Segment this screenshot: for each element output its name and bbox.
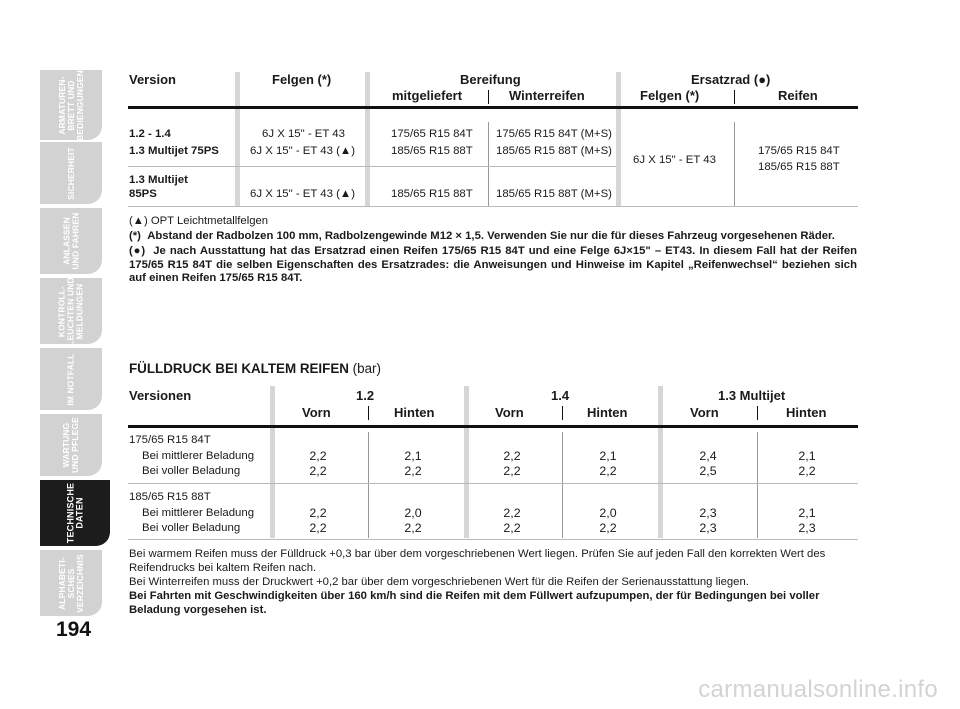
- tab-label: IM NOTFALL: [65, 352, 76, 406]
- header-hinten: Hinten: [587, 405, 628, 420]
- header-ersatz-felgen: Felgen (*): [640, 88, 700, 103]
- column-rule: [562, 432, 563, 538]
- header-bereifung: Bereifung: [460, 72, 521, 87]
- row-separator: [128, 166, 616, 167]
- header-felgen: Felgen (*): [272, 72, 332, 87]
- note-winter-tire: Bei Winterreifen muss der Druckwert +0,2 bar über dem vorgeschriebenen Wert für die Reifen der Serienausstattung liegen.: [129, 576, 749, 588]
- header-rule: [128, 425, 858, 428]
- load-label: Bei mittlerer Beladung: [142, 507, 255, 519]
- header-versionen: Versionen: [129, 388, 192, 403]
- tab-anlassen[interactable]: [40, 208, 102, 274]
- header-hinten: Hinten: [394, 405, 435, 420]
- pressure-value: 2,2: [309, 506, 327, 520]
- spare-reifen: 175/65 R15 84T: [758, 145, 840, 157]
- pressure-value: 2,2: [503, 464, 521, 478]
- column-separator: [365, 72, 370, 206]
- pressure-value: 2,2: [309, 449, 327, 463]
- header-divider: [368, 406, 369, 420]
- tab-im-notfall[interactable]: [40, 348, 102, 410]
- pressure-value: 2,2: [599, 464, 617, 478]
- note-opt: (▲) OPT Leichtmetallfelgen: [129, 215, 269, 227]
- row-version: 85PS: [129, 188, 157, 200]
- tab-alphabetisches-verzeichnis[interactable]: [40, 550, 102, 616]
- tab-label: ALPHABETI- SCHES VERZEICHNIS: [56, 553, 85, 613]
- pressure-title: FÜLLDRUCK BEI KALTEM REIFEN (bar): [129, 361, 381, 376]
- header-divider: [734, 90, 735, 104]
- tire-size: 185/65 R15 88T: [129, 491, 211, 503]
- header-ersatzrad: Ersatzrad (●): [691, 72, 771, 87]
- pressure-value: 2,0: [599, 506, 617, 520]
- header-rule: [128, 106, 858, 109]
- table-bottom-rule: [128, 206, 858, 207]
- pressure-value: 2,2: [404, 521, 422, 535]
- row-mitgeliefert: 185/65 R15 88T: [391, 188, 473, 200]
- header-mitgeliefert: mitgeliefert: [392, 88, 463, 103]
- row-felgen: 6J X 15" - ET 43 (▲): [250, 145, 356, 157]
- note-star: (*) Abstand der Radbolzen 100 mm, Radbolzengewinde M12 × 1,5. Verwenden Sie nur die für dieses Fahrzeug vorgesehenen Räder.: [129, 230, 835, 242]
- header-vorn: Vorn: [302, 405, 331, 420]
- tab-label: SICHERHEIT: [65, 146, 76, 200]
- pressure-value: 2,5: [699, 464, 717, 478]
- pressure-value: 2,4: [699, 449, 717, 463]
- row-separator: [128, 483, 858, 484]
- dot-icon: (●): [129, 245, 146, 257]
- spare-felgen: 6J X 15" - ET 43: [633, 154, 716, 166]
- header-divider: [488, 90, 489, 104]
- column-rule: [488, 122, 489, 206]
- column-rule: [734, 122, 735, 206]
- pressure-value: 2,1: [798, 449, 816, 463]
- tab-label: TECHNISCHE DATEN: [64, 482, 84, 544]
- tab-technische-daten[interactable]: [40, 480, 110, 546]
- pressure-value: 2,1: [599, 449, 617, 463]
- row-winter: 175/65 R15 84T (M+S): [496, 128, 612, 140]
- row-felgen: 6J X 15" - ET 43: [262, 128, 345, 140]
- header-winterreifen: Winterreifen: [509, 88, 585, 103]
- pressure-value: 2,2: [309, 464, 327, 478]
- tire-size: 175/65 R15 84T: [129, 434, 211, 446]
- pressure-value: 2,3: [798, 521, 816, 535]
- tab-armaturenbrett[interactable]: [40, 70, 102, 140]
- pressure-value: 2,1: [798, 506, 816, 520]
- header-vorn: Vorn: [495, 405, 524, 420]
- row-version: 1.3 Multijet: [129, 174, 188, 186]
- header-ersatz-reifen: Reifen: [778, 88, 818, 103]
- pressure-value: 2,2: [599, 521, 617, 535]
- header-1-2: 1.2: [356, 388, 375, 403]
- header-1-3-multijet: 1.3 Multijet: [718, 388, 786, 403]
- table-bottom-rule: [128, 539, 858, 540]
- header-vorn: Vorn: [690, 405, 719, 420]
- load-label: Bei voller Beladung: [142, 522, 241, 534]
- header-divider: [562, 406, 563, 420]
- triangle-icon: (▲): [129, 215, 148, 227]
- note-warm-tire: Bei warmem Reifen muss der Fülldruck +0,3 bar über dem vorgeschriebenen Wert liegen. Prüfen Sie auf jeden Fall den korrekten Wert des Reifendrucks bei kaltem Reifen nach.: [129, 548, 826, 574]
- pressure-value: 2,3: [699, 506, 717, 520]
- row-winter: 185/65 R15 88T (M+S): [496, 188, 612, 200]
- column-rule: [368, 432, 369, 538]
- load-label: Bei mittlerer Beladung: [142, 450, 255, 462]
- tab-label: ARMATUREN- BRETT UND BEDIENGUNGEN: [56, 69, 85, 141]
- tab-label: WARTUNG UND PFLEGE: [60, 417, 80, 473]
- header-divider: [757, 406, 758, 420]
- column-separator: [658, 386, 663, 538]
- header-version: Version: [129, 72, 176, 87]
- tab-kontrollleuchten[interactable]: [40, 278, 102, 344]
- column-separator: [464, 386, 469, 538]
- header-1-4: 1.4: [551, 388, 570, 403]
- watermark: carmanualsonline.info: [698, 676, 938, 703]
- column-rule: [757, 432, 758, 538]
- row-winter: 185/65 R15 88T (M+S): [496, 145, 612, 157]
- tab-sicherheit[interactable]: [40, 142, 102, 204]
- row-version: 1.3 Multijet 75PS: [129, 145, 219, 157]
- note-high-speed: Bei Fahrten mit Geschwindigkeiten über 160 km/h sind die Reifen mit dem Füllwert aufzupumpen, der für Bedingungen bei voller Beladung vorgesehen ist.: [129, 590, 820, 616]
- note-dot: (●) Je nach Ausstattung hat das Ersatzrad einen Reifen 175/65 R15 84T und eine Felge 6J×15" – ET43. In diesem Fall hat der Reifen 175/65 R15 84T die selben Eigenschaften des Ersatzrades: die Anweisungen und Hinweise im Kapitel „Reifenwechsel“ beziehen sich auf einen Reifen 175/65 R15 84T.: [129, 245, 857, 285]
- pressure-value: 2,2: [798, 464, 816, 478]
- load-label: Bei voller Beladung: [142, 465, 241, 477]
- column-separator: [235, 72, 240, 206]
- row-version: 1.2 - 1.4: [129, 128, 171, 140]
- pressure-value: 2,2: [404, 464, 422, 478]
- tab-wartung[interactable]: [40, 414, 102, 476]
- pressure-value: 2,2: [309, 521, 327, 535]
- spare-reifen: 185/65 R15 88T: [758, 161, 840, 173]
- pressure-value: 2,0: [404, 506, 422, 520]
- pressure-value: 2,2: [503, 506, 521, 520]
- tab-label: KONTROLL- LEUCHTEN UND MELDUNGEN: [56, 276, 85, 346]
- header-hinten: Hinten: [786, 405, 827, 420]
- column-separator: [616, 72, 621, 206]
- column-separator: [270, 386, 275, 538]
- tab-label: ANLASSEN UND FAHREN: [61, 212, 80, 270]
- row-felgen: 6J X 15" - ET 43 (▲): [250, 188, 356, 200]
- row-mitgeliefert: 175/65 R15 84T: [391, 128, 473, 140]
- pressure-value: 2,3: [699, 521, 717, 535]
- row-mitgeliefert: 185/65 R15 88T: [391, 145, 473, 157]
- pressure-value: 2,1: [404, 449, 422, 463]
- pressure-value: 2,2: [503, 521, 521, 535]
- pressure-value: 2,2: [503, 449, 521, 463]
- page-number: 194: [56, 618, 92, 641]
